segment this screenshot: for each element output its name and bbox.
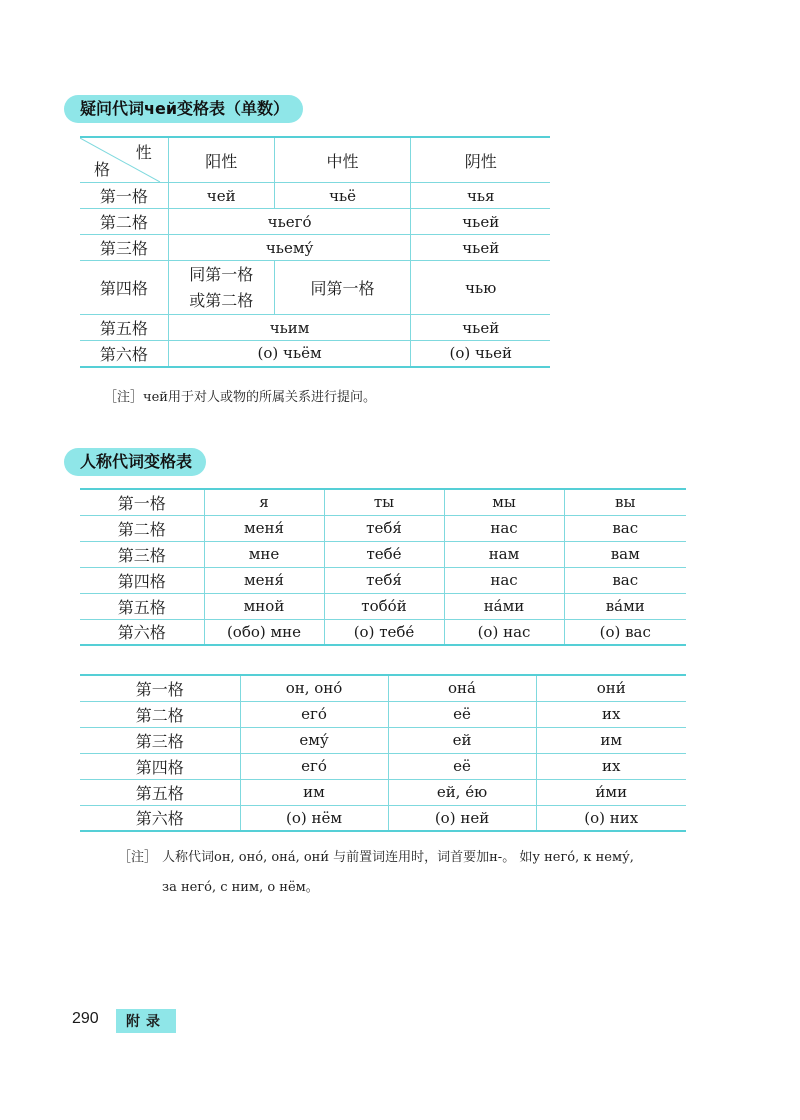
table-row	[80, 701, 686, 727]
table-row	[80, 515, 686, 541]
cell: меня́	[204, 567, 324, 593]
table-row	[80, 235, 550, 261]
cell: (о) нас	[444, 619, 564, 645]
cell: ты	[324, 489, 444, 515]
cell: тобо́й	[324, 593, 444, 619]
cell: они́	[536, 675, 686, 701]
table-row	[80, 541, 686, 567]
cell: (обо) мне	[204, 619, 324, 645]
cell-fem: чьей	[411, 235, 550, 261]
case-label: 第四格	[80, 261, 168, 315]
table-row	[80, 489, 686, 515]
table-row	[80, 675, 686, 701]
cell: её	[388, 753, 536, 779]
cell: мне	[204, 541, 324, 567]
header-neuter: 中性	[274, 137, 411, 183]
case-label: 第四格	[80, 567, 204, 593]
cell-neut: чьё	[274, 183, 411, 209]
cell: (о) ней	[388, 805, 536, 831]
case-label: 第二格	[80, 701, 240, 727]
cell: и́ми	[536, 779, 686, 805]
case-label: 第五格	[80, 315, 168, 341]
table-row	[80, 753, 686, 779]
header-masculine: 阳性	[168, 137, 274, 183]
cell: вам	[564, 541, 686, 567]
cell-masc-neut: чьего́	[168, 209, 411, 235]
personal-section-title: 人称代词变格表	[64, 448, 206, 476]
personal-pronoun-table-1	[80, 488, 686, 646]
header-gender-label: 性	[135, 143, 152, 162]
cell: ей	[388, 727, 536, 753]
cell-masc: 同第一格 或第二格	[168, 261, 274, 315]
case-label: 第一格	[80, 183, 168, 209]
cell: на́ми	[444, 593, 564, 619]
personal-pronoun-table-2	[80, 674, 686, 832]
cell: (о) нём	[240, 805, 388, 831]
case-label: 第五格	[80, 779, 240, 805]
cell: он, оно́	[240, 675, 388, 701]
cell: её	[388, 701, 536, 727]
chej-note: ［注］чей用于对人或物的所属关系进行提问。	[104, 390, 376, 405]
cell-neut: 同第一格	[274, 261, 411, 315]
case-label: 第六格	[80, 341, 168, 367]
personal-note-label: ［注］	[118, 850, 158, 865]
cell: (о) них	[536, 805, 686, 831]
table-row	[80, 183, 550, 209]
cell: тебе́	[324, 541, 444, 567]
table-row	[80, 209, 550, 235]
cell: меня́	[204, 515, 324, 541]
chej-section-title: 疑问代词чей变格表（单数）	[64, 95, 303, 123]
cell: вас	[564, 515, 686, 541]
cell: тебя́	[324, 567, 444, 593]
cell-fem: чьей	[411, 315, 550, 341]
cell: мной	[204, 593, 324, 619]
cell: мы	[444, 489, 564, 515]
cell-fem: чья	[411, 183, 550, 209]
header-case-label: 格	[94, 160, 111, 179]
page-number: 290	[72, 1010, 99, 1027]
case-label: 第三格	[80, 235, 168, 261]
table-row	[80, 315, 550, 341]
cell-masc: чей	[168, 183, 274, 209]
table-corner-header	[80, 137, 168, 183]
personal-note-line1: 人称代词он, оно́, она́, они́ 与前置词连用时，词首要加н-。 如у него́, к нему́,	[162, 850, 634, 865]
cell: нам	[444, 541, 564, 567]
cell-fem: чьей	[411, 209, 550, 235]
cell: вы	[564, 489, 686, 515]
cell: ей, е́ю	[388, 779, 536, 805]
chej-declension-table	[80, 136, 550, 368]
cell: его́	[240, 701, 388, 727]
table-row	[80, 341, 550, 367]
cell: я	[204, 489, 324, 515]
cell: вас	[564, 567, 686, 593]
case-label: 第二格	[80, 209, 168, 235]
case-label: 第一格	[80, 675, 240, 701]
cell-masc-neut: (о) чьём	[168, 341, 411, 367]
cell: ему́	[240, 727, 388, 753]
cell: его́	[240, 753, 388, 779]
case-label: 第四格	[80, 753, 240, 779]
cell: она́	[388, 675, 536, 701]
cell: их	[536, 701, 686, 727]
case-label: 第三格	[80, 541, 204, 567]
cell: им	[240, 779, 388, 805]
header-feminine: 阴性	[411, 137, 550, 183]
table-row	[80, 779, 686, 805]
cell-fem: чью	[411, 261, 550, 315]
cell: (о) тебе́	[324, 619, 444, 645]
table-row	[80, 261, 550, 315]
cell: (о) вас	[564, 619, 686, 645]
cell: нас	[444, 515, 564, 541]
cell: ва́ми	[564, 593, 686, 619]
table-row	[80, 727, 686, 753]
case-label: 第二格	[80, 515, 204, 541]
case-label: 第六格	[80, 805, 240, 831]
cell-masc-neut: чьему́	[168, 235, 411, 261]
cell: их	[536, 753, 686, 779]
table-row	[80, 593, 686, 619]
personal-note-line2: за него́, с ним, о нём。	[162, 880, 319, 895]
case-label: 第一格	[80, 489, 204, 515]
case-label: 第五格	[80, 593, 204, 619]
cell: тебя́	[324, 515, 444, 541]
table-row	[80, 567, 686, 593]
appendix-label: 附录	[116, 1009, 176, 1033]
table-row	[80, 619, 686, 645]
case-label: 第三格	[80, 727, 240, 753]
cell: им	[536, 727, 686, 753]
table-row	[80, 805, 686, 831]
cell-fem: (о) чьей	[411, 341, 550, 367]
case-label: 第六格	[80, 619, 204, 645]
cell-masc-neut: чьим	[168, 315, 411, 341]
cell: нас	[444, 567, 564, 593]
